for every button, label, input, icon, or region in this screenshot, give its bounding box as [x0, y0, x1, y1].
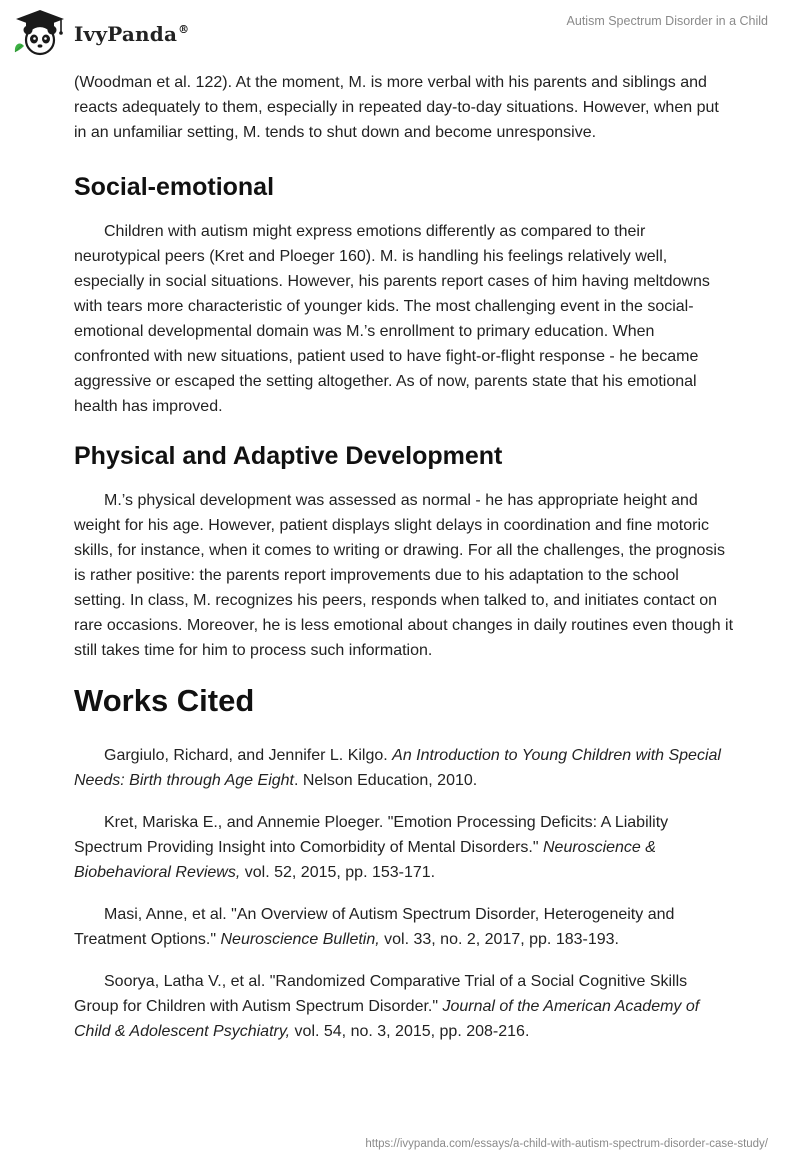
logo-wordmark: IvyPanda® — [74, 22, 190, 46]
panda-graduate-icon — [12, 8, 68, 56]
page-header — [0, 0, 800, 62]
source-url-link[interactable]: https://ivypanda.com/essays/a-child-with-autism-spectrum-disorder-case-study/ — [365, 1138, 768, 1150]
citation-entry: Masi, Anne, et al. "An Overview of Autism Spectrum Disorder, Heterogeneity and Treatment Options." Neuroscience Bulletin, vol. 33, no. 2, 2017, pp. 183-193. — [74, 906, 675, 948]
citation-entry: Kret, Mariska E., and Annemie Ploeger. "Emotion Processing Deficits: A Liability Spectrum Providing Insight into Comorbidity of Mental Disorders." Neuroscience & Biobehavioral Reviews, vol. 52, 2015, pp. 153-171. — [74, 814, 669, 881]
physical-development-heading: Physical and Adaptive Development — [74, 442, 503, 470]
works-cited-heading: Works Cited — [74, 683, 255, 718]
intro-paragraph: (Woodman et al. 122). At the moment, M. is more verbal with his parents and siblings and reacts adequately to them, especially in repeated day-to-day situations. However, when put in an unfamiliar setting, M. tends to shut down and become unresponsive. — [74, 74, 719, 141]
citation-entry: Gargiulo, Richard, and Jennifer L. Kilgo. An Introduction to Young Children with Special Needs: Birth through Age Eight. Nelson Education, 2010. — [74, 747, 721, 789]
citation-entry: Soorya, Latha V., et al. "Randomized Comparative Trial of a Social Cognitive Skills Group for Children with Autism Spectrum Disorder." Journal of the American Academy of Child & Adolescent Psychiatry, vol. 54, no. 3, 2015, pp. 208-216. — [74, 973, 700, 1040]
social-emotional-heading: Social-emotional — [74, 173, 275, 201]
running-title: Autism Spectrum Disorder in a Child — [566, 14, 768, 28]
ivypanda-logo[interactable] — [12, 8, 189, 56]
essay-content — [74, 70, 734, 1044]
physical-development-paragraph: M.’s physical development was assessed as normal - he has appropriate height and weight for his age. However, patient displays slight delays in coordination and fine motoric skills, for instance, when it comes to writing or drawing. For all the challenges, the prognosis is rather positive: the parents report improvements due to his adaptation to the school setting. In class, M. recognizes his peers, responds when talked to, and initiates contact on rare occasions. Moreover, he is less emotional about changes in daily routines even though it still takes time for him to process such information. — [74, 492, 734, 659]
social-emotional-paragraph: Children with autism might express emotions differently as compared to their neurotypical peers (Kret and Ploeger 160). M. is handling his feelings relatively well, especially in social situations. However, his parents report cases of him having meltdowns with tears more characteristic of younger kids. The most challenging event in the social-emotional developmental domain was M.’s enrollment to primary education. When confronted with new situations, patient used to have fight-or-flight response - he became aggressive or escaped the setting altogether. As of now, parents state that his emotional health has improved. — [74, 223, 710, 415]
